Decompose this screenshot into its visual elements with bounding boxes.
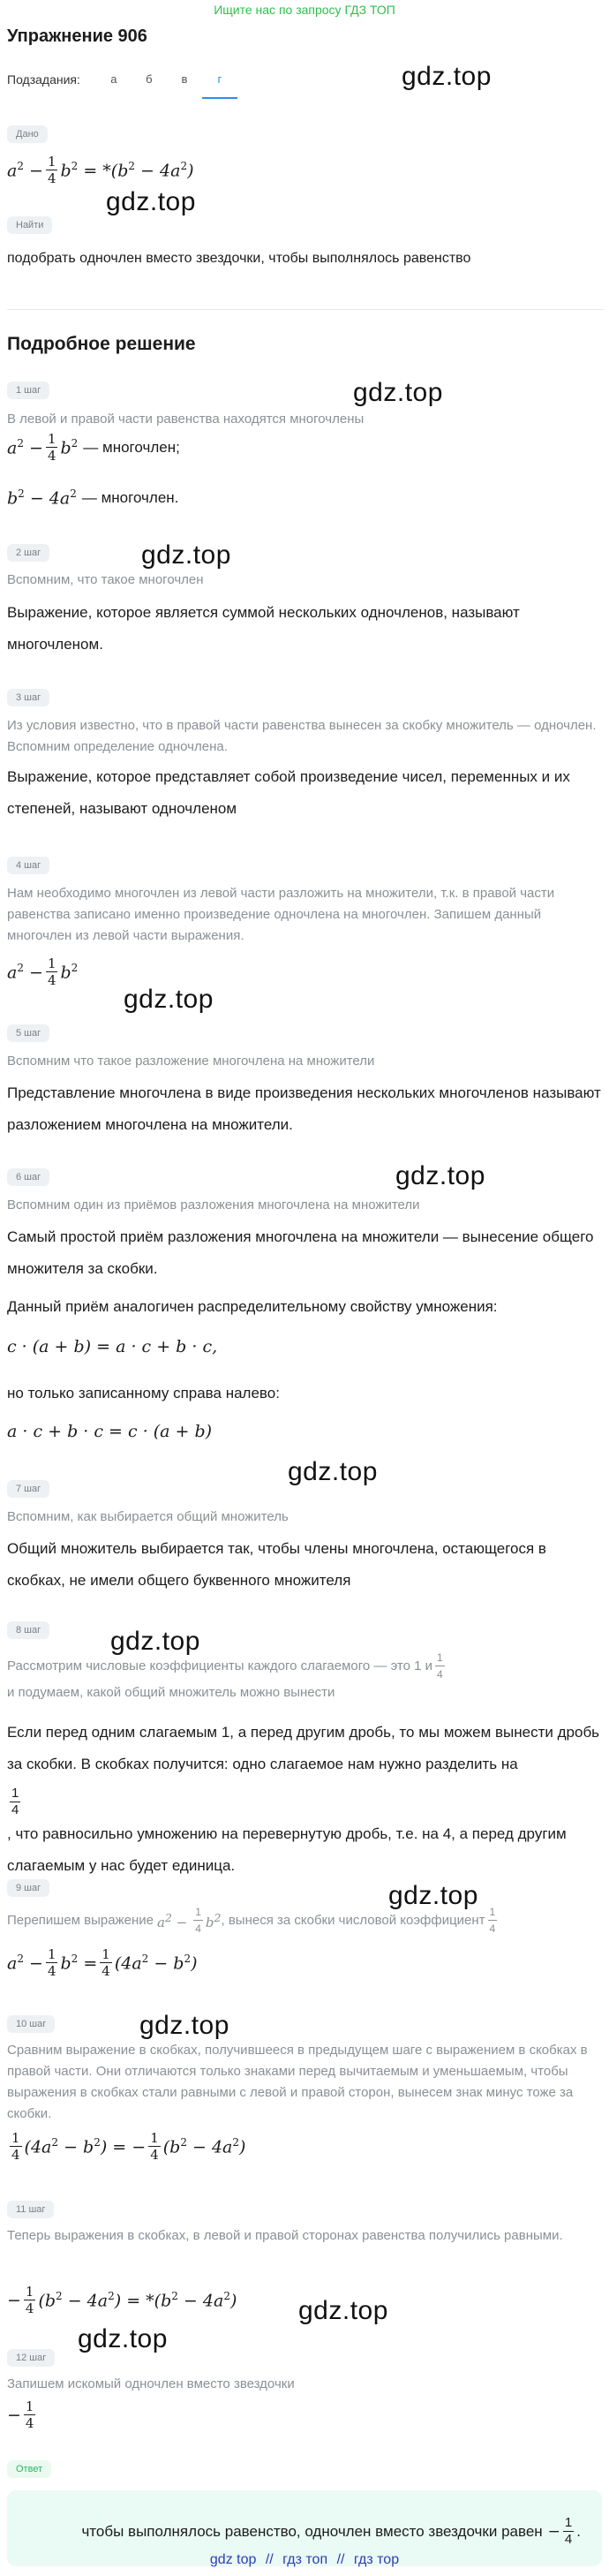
step-hint: Рассмотрим числовые коэффициенты каждого слагаемого — это 1 и $\frac{1}{4}$ и подумаем, какой общий множитель можно вынести bbox=[7, 1651, 443, 1700]
step-text: $\frac{1}{4}$ , что равносильно умножению на перевернутую дробь, т.е. на 4, а перед другим слагаемым у нас будет единица. bbox=[7, 1786, 567, 1874]
find-badge: Найти bbox=[7, 216, 52, 234]
footer-separator: // bbox=[336, 2552, 345, 2567]
step4-expression: $a^2$ − $\frac{1}{4}$ $b^2$ bbox=[7, 956, 79, 988]
step-badge: 10 шаг bbox=[7, 2015, 55, 2033]
watermark: gdz.top bbox=[298, 2296, 388, 2325]
step-hint: В левой и правой части равенства находятся многочлены bbox=[7, 412, 365, 427]
step-hint: Вспомним, что такое многочлен bbox=[7, 572, 204, 587]
divider bbox=[7, 309, 604, 310]
step9-equation: $a^2$ − $\frac{1}{4}$ $b^2$ = $\frac{1}{4}$ $(4a^2 - b^2)$ bbox=[7, 1946, 198, 1979]
step-hint: Перепишем выражение $a^2$ − $\frac{1}{4}$ $b^2$ , вынеся за скобки числовой коэффициент $\frac{1}{4}$ bbox=[7, 1906, 496, 1935]
step10-equation: $\frac{1}{4}$ $(4a^2 - b^2)$ = − $\frac{1}{4}$ $(b^2 - 4a^2)$ bbox=[11, 2130, 246, 2163]
watermark: gdz.top bbox=[395, 1161, 485, 1190]
watermark: gdz.top bbox=[124, 985, 214, 1014]
step11-equation: − $\frac{1}{4}$ $(b^2 - 4a^2) = *(b^2 - 4a^2)$ bbox=[7, 2284, 237, 2316]
footer-separator: // bbox=[265, 2552, 274, 2567]
answer-badge: Ответ bbox=[7, 2460, 51, 2478]
given-badge: Дано bbox=[7, 125, 48, 143]
step-badge: 6 шаг bbox=[7, 1168, 49, 1186]
watermark: gdz.top bbox=[106, 187, 196, 216]
tab-v[interactable]: в bbox=[181, 72, 188, 86]
step1-line2: $b^2 - 4a^2$ — многочлен. bbox=[7, 487, 179, 509]
subtasks-label: Подзадания: bbox=[7, 72, 80, 87]
watermark: gdz.top bbox=[110, 1627, 200, 1656]
page-title: Упражнение 906 bbox=[7, 26, 147, 46]
tab-b[interactable]: б bbox=[146, 72, 153, 86]
footer-link[interactable]: гдз тор bbox=[353, 2552, 400, 2567]
step1-line1: $a^2$ − $\frac{1}{4}$ $b^2$ — многочлен; bbox=[7, 431, 180, 464]
step-text: Выражение, которое является суммой нескольких одночленов, называют многочленом. bbox=[7, 604, 520, 653]
step-text: но только записанному справа налево: bbox=[7, 1385, 280, 1401]
step-text: Данный приём аналогичен распределительному свойству умножения: bbox=[7, 1298, 498, 1315]
step-hint: Запишем искомый одночлен вместо звездочки bbox=[7, 2376, 295, 2391]
step-hint: Из условия известно, что в правой части равенства вынесен за скобку множитель — одночлен. Вспомним определение одночлена. bbox=[7, 718, 597, 754]
solution-title: Подробное решение bbox=[7, 334, 196, 354]
step-hint: Нам необходимо многочлен из левой части разложить на множители, т.к. в правой части равенства записано именно произведение одночлена на многочлен. Запишем данный многочлен из левой части выражения. bbox=[7, 886, 555, 943]
step-badge: 2 шаг bbox=[7, 544, 49, 562]
step6-equation2: a · c + b · c = c · (a + b) bbox=[7, 1422, 213, 1441]
step-text: Общий множитель выбирается так, чтобы члены многочлена, остающегося в скобках, не имели общего буквенного множителя bbox=[7, 1540, 546, 1589]
step-text: Выражение, которое представляет собой произведение чисел, переменных и их степеней, называют одночленом bbox=[7, 768, 570, 817]
find-text: подобрать одночлен вместо звездочки, чтобы выполнялось равенство bbox=[7, 251, 471, 266]
promo-banner[interactable]: Ищите нас по запросу ГДЗ ТОП bbox=[214, 3, 395, 17]
step-badge: 9 шаг bbox=[7, 1879, 49, 1897]
step-hint: Вспомним один из приёмов разложения многочлена на множители bbox=[7, 1197, 420, 1212]
tab-g[interactable]: г bbox=[202, 71, 237, 99]
step-hint: Вспомним что такое разложение многочлена на множители bbox=[7, 1054, 375, 1069]
step-badge: 12 шаг bbox=[7, 2349, 55, 2367]
step-hint: Теперь выражения в скобках, в левой и правой сторонах равенства получились равными. bbox=[7, 2228, 563, 2243]
footer-links bbox=[0, 2552, 609, 2568]
watermark: gdz.top bbox=[402, 62, 492, 91]
step12-result: − $\frac{1}{4}$ bbox=[7, 2398, 34, 2431]
step-badge: 8 шаг bbox=[7, 1621, 49, 1639]
watermark: gdz.top bbox=[139, 2011, 229, 2040]
step-badge: 1 шаг bbox=[7, 381, 49, 399]
watermark: gdz.top bbox=[388, 1881, 478, 1910]
footer-link[interactable]: гдз топ bbox=[282, 2552, 328, 2567]
given-equation: $a^2$ − $\frac{1}{4}$ $b^2 = *(b^2 - 4a^2)$ bbox=[7, 154, 194, 186]
step-badge: 11 шаг bbox=[7, 2201, 54, 2218]
step-text: Представление многочлена в виде произведения нескольких многочленов называют разложением многочлена на множители. bbox=[7, 1084, 601, 1133]
answer-text: чтобы выполнялось равенство, одночлен вместо звездочки равен − $\frac{1}{4}$ . bbox=[81, 2515, 581, 2547]
tab-a[interactable]: а bbox=[110, 72, 117, 86]
watermark: gdz.top bbox=[288, 1457, 378, 1486]
watermark: gdz.top bbox=[141, 540, 231, 570]
step-badge: 3 шаг bbox=[7, 689, 49, 706]
step-badge: 4 шаг bbox=[7, 857, 49, 874]
step6-equation1: c · (a + b) = a · c + b · c, bbox=[7, 1337, 218, 1356]
step-badge: 7 шаг bbox=[7, 1480, 49, 1498]
watermark: gdz.top bbox=[78, 2324, 168, 2353]
step-hint: Сравним выражение в скобках, получившееся в предыдущем шаге с выражением в скобках в правой части. Они отличаются только знаками перед вычитаемым и уменьшаемым, чтобы выражения в скобках стали равными с левой и правой сторон, вынесем знак минус тоже за скобки. bbox=[7, 2043, 588, 2121]
step-badge: 5 шаг bbox=[7, 1024, 49, 1042]
watermark: gdz.top bbox=[353, 378, 443, 407]
step-hint: Вспомним, как выбирается общий множитель bbox=[7, 1509, 289, 1524]
footer-link[interactable]: gdz top bbox=[209, 2552, 257, 2567]
subtask-tabs bbox=[7, 71, 237, 99]
step-text: Если перед одним слагаемым 1, а перед другим дробь, то мы можем вынести дробь за скобки. В скобках получится: одно слагаемое нам нужно разделить на bbox=[7, 1724, 600, 1772]
step-text: Самый простой приём разложения многочлена на множители — вынесение общего множителя за скобки. bbox=[7, 1228, 594, 1277]
